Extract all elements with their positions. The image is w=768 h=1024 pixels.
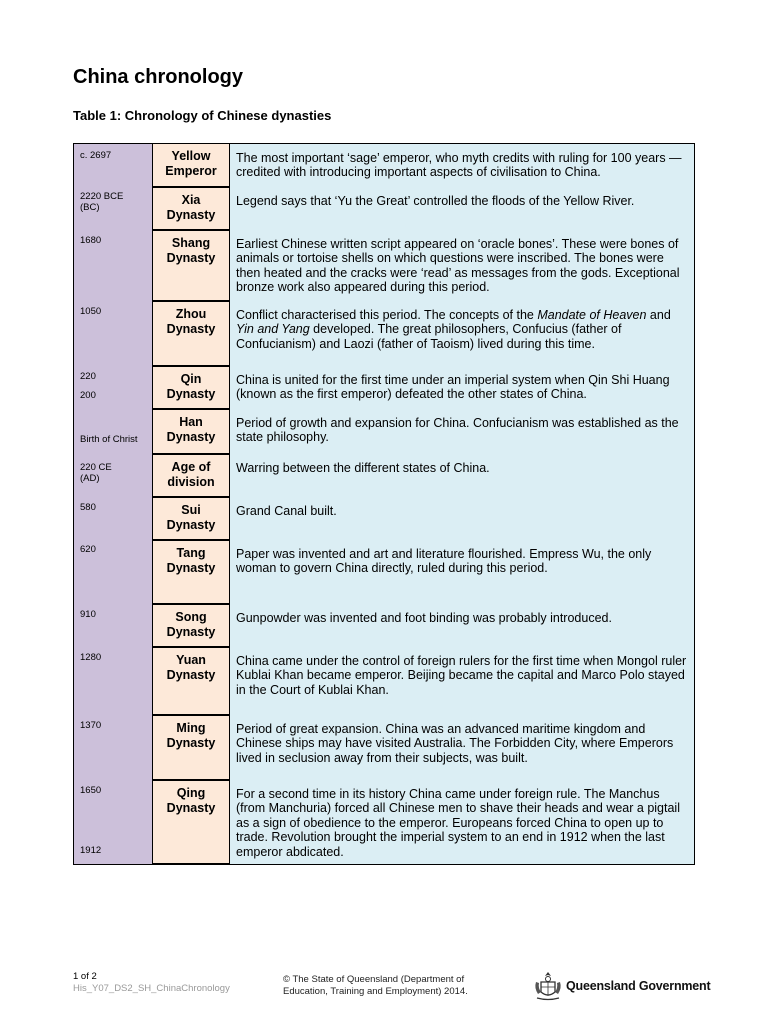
queensland-crest-icon: [533, 970, 563, 1002]
date-label: c. 2697: [80, 150, 112, 161]
date-label: 1280: [80, 652, 102, 663]
date-label: 1912: [80, 845, 102, 856]
date-label: 1680: [80, 235, 102, 246]
dynasty-row: [153, 366, 694, 409]
dynasty-description: Grand Canal built.: [236, 504, 337, 518]
date-label: 2220 BCE (BC): [80, 191, 124, 213]
date-label: 220: [80, 371, 96, 382]
dynasty-row: [153, 144, 694, 187]
dynasty-description: China is united for the first time under an imperial system when Qin Shi Huang (known as the first emperor) defeated the other states of China.: [236, 373, 670, 402]
date-label: Birth of Christ: [80, 434, 138, 445]
logo-text: Queensland Government: [566, 979, 711, 993]
dynasty-description: Conflict characterised this period. The concepts of the Mandate of Heaven and Yin and Yang developed. The great philosophers, Confucius (father of Confucianism) and Laozi (father of Taoism) lived during this time.: [236, 308, 671, 351]
dynasty-description: For a second time in its history China came under foreign rule. The Manchus (from Manchuria) forced all Chinese men to shave their heads and wear a pigtail as a sign of obedience to the emperor. Europeans forced China to open up to trade. Revolution brought the imperial system to an end in 1912 when the last emperor abdicated.: [236, 787, 680, 859]
dynasty-name: Tang Dynasty: [153, 540, 229, 604]
dynasty-name: Xia Dynasty: [153, 187, 229, 230]
dynasty-name: Ming Dynasty: [153, 715, 229, 780]
dynasty-description: Period of great expansion. China was an advanced maritime kingdom and Chinese ships may have visited Australia. The Forbidden City, where Emperors lived in seclusion away from their subjects, was built.: [236, 722, 674, 765]
date-label: 220 CE (AD): [80, 462, 112, 484]
dynasty-row: [153, 497, 694, 540]
dynasty-name: Shang Dynasty: [153, 230, 229, 301]
dynasty-name: Yuan Dynasty: [153, 647, 229, 715]
dynasty-description: Earliest Chinese written script appeared on ‘oracle bones’. These were bones of animals or tortoise shells on which questions were inscribed. The bones were then heated and the cracks were ‘read’ as messages from the gods. Exceptional bronze work also appeared during this period.: [236, 237, 680, 295]
dynasty-name: Sui Dynasty: [153, 497, 229, 540]
dynasty-description: Gunpowder was invented and foot binding was probably introduced.: [236, 611, 612, 625]
dynasty-row: [153, 301, 694, 366]
dynasty-row: [153, 187, 694, 230]
dynasty-description: Warring between the different states of China.: [236, 461, 490, 475]
dynasty-name: Yellow Emperor: [153, 144, 229, 187]
table-caption: Table 1: Chronology of Chinese dynasties: [73, 108, 332, 123]
date-column: [74, 144, 153, 864]
queensland-government-logo: [533, 970, 710, 1002]
copyright-notice: © The State of Queensland (Department of Education, Training and Employment) 2014.: [283, 974, 468, 997]
date-label: 200: [80, 390, 96, 401]
dynasty-description: China came under the control of foreign rulers for the first time when Mongol ruler Kublai Khan became emperor. Beijing became the capital and Marco Polo stayed in the Court of Kublai Khan.: [236, 654, 687, 697]
dynasty-row: [153, 604, 694, 647]
dynasty-description: Period of growth and expansion for China. Confucianism was established as the state philosophy.: [236, 416, 679, 445]
dynasty-name: Song Dynasty: [153, 604, 229, 647]
date-label: 1050: [80, 306, 102, 317]
date-label: 910: [80, 609, 96, 620]
dynasty-row: [153, 540, 694, 604]
page-title: China chronology: [73, 66, 243, 88]
dynasty-name: Zhou Dynasty: [153, 301, 229, 366]
date-label: 620: [80, 544, 96, 555]
page-number: 1 of 2: [73, 971, 97, 982]
dynasty-row: [153, 454, 694, 497]
dynasty-name: Qing Dynasty: [153, 780, 229, 864]
dynasty-row: [153, 409, 694, 454]
chronology-table: [73, 143, 695, 865]
dynasty-row: [153, 715, 694, 780]
dynasty-row: [153, 780, 694, 864]
dynasty-row: [153, 647, 694, 715]
dynasty-name: Age of division: [153, 454, 229, 497]
dynasty-description: Paper was invented and art and literature flourished. Empress Wu, the only woman to govern China directly, ruled during this period.: [236, 547, 652, 576]
document-code: His_Y07_DS2_SH_ChinaChronology: [73, 983, 230, 994]
dynasty-description: The most important ‘sage’ emperor, who myth credits with ruling for 100 years — credited with introducing important aspects of civilisation to China.: [236, 151, 682, 180]
date-label: 1370: [80, 720, 102, 731]
date-label: 580: [80, 502, 96, 513]
dynasty-description: Legend says that ‘Yu the Great’ controlled the floods of the Yellow River.: [236, 194, 635, 208]
dynasty-row: [153, 230, 694, 301]
date-label: 1650: [80, 785, 102, 796]
dynasty-name: Han Dynasty: [153, 409, 229, 454]
dynasty-name: Qin Dynasty: [153, 366, 229, 409]
